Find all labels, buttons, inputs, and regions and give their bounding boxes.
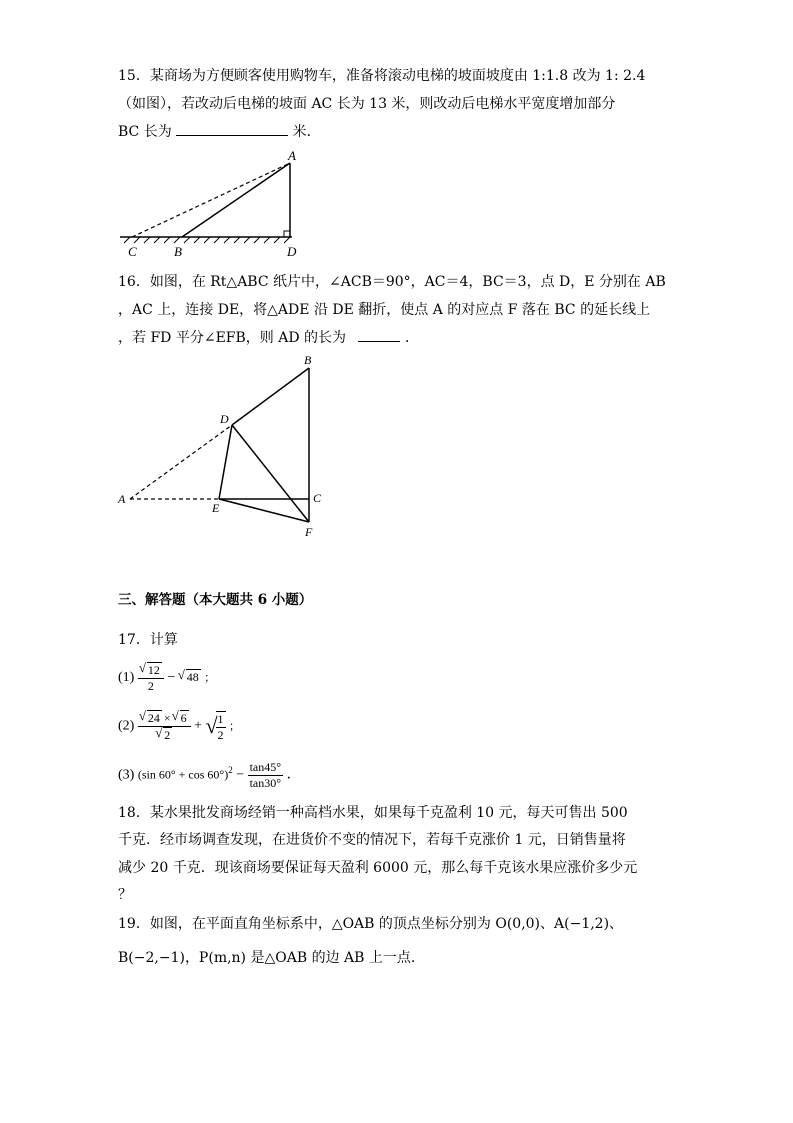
- q18-line2: 千克．经市场调查发现，在进货价不变的情况下，若每千克涨价 1 元，日销售量将: [118, 832, 626, 848]
- q16-label-E: E: [212, 501, 220, 515]
- q17-part1-root: √ 48: [186, 669, 201, 684]
- q16-line3-end: ．: [404, 330, 419, 346]
- q16-label-A: A: [118, 492, 126, 506]
- q16-segment-AD: [130, 425, 232, 499]
- q17-part3-num: tan45°: [249, 760, 282, 774]
- q17-part2-num-b: √ 6: [180, 710, 189, 725]
- q16-line3-text: ，若 FD 平分∠EFB，则 AD 的长为: [118, 330, 347, 346]
- q17-part2-end: ；: [229, 720, 241, 733]
- q17-part2-rden: 2: [217, 727, 224, 742]
- q16-segment-DE: [219, 425, 232, 499]
- q17-part3-den: tan30°: [249, 776, 282, 790]
- section3-heading: 三、解答题（本大题共 6 小题）: [118, 592, 313, 608]
- q19-line2: B(−2,−1)，P(m,n) 是△OAB 的边 AB 上一点．: [118, 950, 425, 966]
- q17-part2-label: (2): [118, 718, 135, 734]
- q17-part1-num: √ 12: [147, 662, 162, 677]
- q17-part2-fraction: [138, 710, 191, 743]
- q17-part3-exp: 2: [228, 765, 233, 776]
- q18-line1: 18．某水果批发商场经销一种高档水果，如果每千克盈利 10 元，每天可售出 500: [118, 805, 628, 821]
- q15-line3-text: BC 长为: [118, 124, 172, 140]
- q15-line3: [118, 121, 321, 142]
- q15-label-B: B: [174, 244, 182, 259]
- q15-line2: （如图），若改动后电梯的坡面 AC 长为 13 米，则改动后电梯水平宽度增加部分: [118, 96, 616, 112]
- q17-part2: [118, 710, 240, 743]
- q15-figure: [110, 145, 320, 260]
- q15-label-C: C: [128, 244, 137, 259]
- q16-figure: [110, 350, 340, 545]
- q15-line3-unit: 米．: [292, 124, 321, 140]
- q17-part2-times: ×: [163, 711, 171, 725]
- q17-part1-fraction: [138, 662, 164, 694]
- q17-part1-label: (1): [118, 670, 135, 686]
- q16-label-D: D: [220, 412, 229, 426]
- q15-segment-AC: [132, 163, 290, 237]
- q17-part2-plus: +: [194, 718, 203, 734]
- q16-label-C: C: [313, 491, 322, 505]
- q17-part2-rnum: 1: [217, 711, 224, 726]
- q17-part1: [118, 662, 215, 694]
- q17-part1-minus: −: [167, 670, 176, 686]
- q15-segment-AB: [182, 163, 290, 237]
- q16-answer-blank: [358, 327, 400, 342]
- q15-label-A: A: [288, 148, 296, 163]
- q17-part1-end: ；: [204, 672, 216, 685]
- q15-line1: 15．某商场为方便顾客使用购物车，准备将滚动电梯的坡面坡度由 1:1.8 改为 1: 2.4: [118, 68, 646, 84]
- q17-part2-den: √ 2: [163, 727, 172, 742]
- q16-line1: 16．如图，在 Rt△ABC 纸片中，∠ACB＝90°，AC＝4，BC＝3，点 D，E 分别在 AB: [118, 274, 666, 290]
- q17-part3-minus: −: [236, 767, 245, 783]
- q16-line3: [118, 327, 419, 348]
- q16-segment-DB: [232, 368, 309, 425]
- q15-answer-blank: [176, 121, 288, 136]
- q16-label-F: F: [305, 525, 313, 539]
- q17-part3-paren: (sin 60° + cos 60°): [137, 767, 229, 782]
- q16-segment-EF: [219, 499, 309, 522]
- q17-part3-end: ．: [286, 767, 301, 783]
- q15-right-angle: [284, 231, 290, 237]
- q17-part1-den: 2: [147, 679, 154, 693]
- q17-title: 17．计算: [118, 632, 178, 648]
- q19-line1: 19．如图，在平面直角坐标系中，△OAB 的顶点坐标分别为 O(0,0)、A(−1,2)、: [118, 916, 624, 932]
- q16-segment-DF: [232, 425, 309, 522]
- q15-hatching: [124, 237, 290, 243]
- q17-part2-root-fraction: √ $\frac{1}{2}$: [205, 711, 224, 742]
- q16-label-B: B: [304, 353, 312, 367]
- q18-line3: 减少 20 千克．现该商场要保证每天盈利 6000 元，那么每千克该水果应涨价多少元: [118, 860, 638, 876]
- q17-part3-label: (3): [118, 767, 135, 783]
- q17-part2-num-a: √ 24: [147, 710, 162, 725]
- q18-line4: ？: [118, 887, 132, 903]
- q16-line2: ，AC 上，连接 DE，将△ADE 沿 DE 翻折，使点 A 的对应点 F 落在 BC 的延长线上: [118, 302, 651, 318]
- q15-label-D: D: [287, 244, 297, 259]
- q17-part3: [118, 760, 301, 791]
- q17-part3-fraction: [248, 760, 283, 791]
